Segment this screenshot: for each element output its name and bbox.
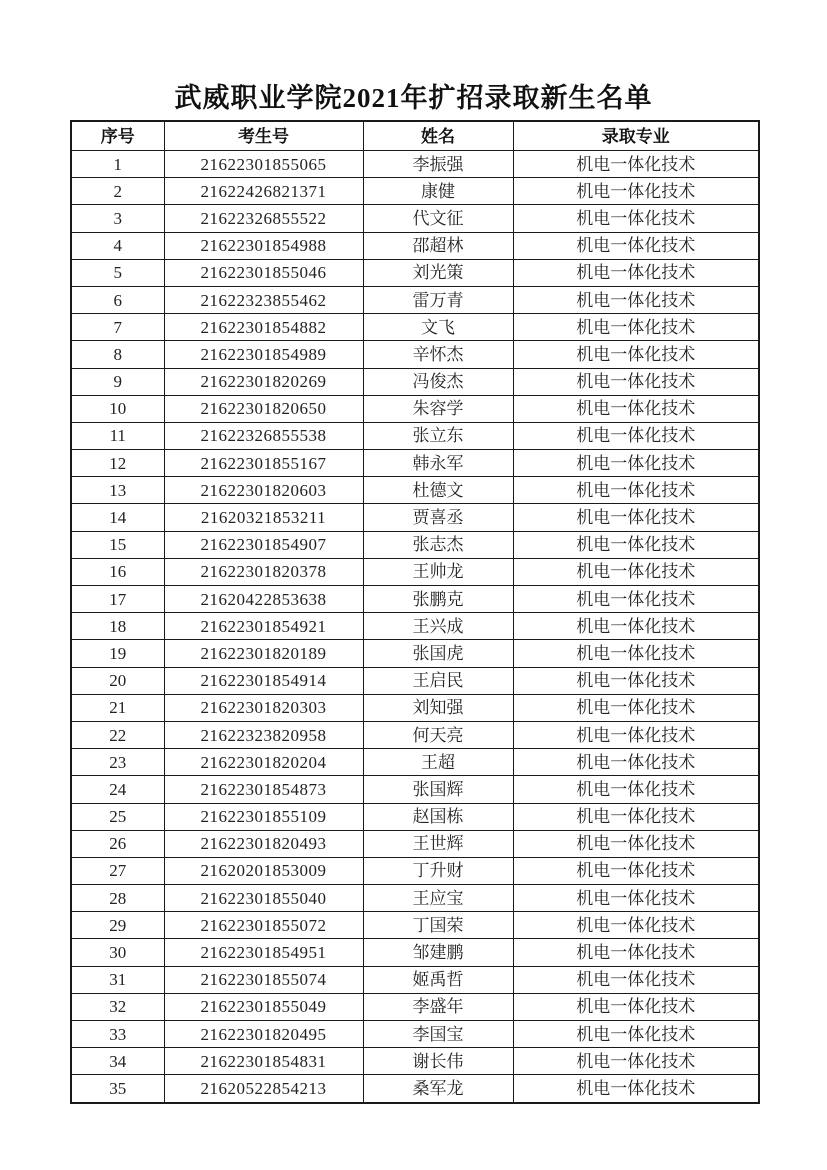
major-cell: 机电一体化技术 — [513, 586, 759, 613]
candidate-no-cell: 21622301820650 — [164, 395, 363, 422]
candidate-no-cell: 21622301854882 — [164, 314, 363, 341]
major-cell: 机电一体化技术 — [513, 395, 759, 422]
serial-cell: 24 — [71, 776, 164, 803]
candidate-no-cell: 21622301854873 — [164, 776, 363, 803]
candidate-no-cell: 21620201853009 — [164, 857, 363, 884]
major-cell: 机电一体化技术 — [513, 1021, 759, 1048]
major-cell: 机电一体化技术 — [513, 939, 759, 966]
serial-cell: 12 — [71, 450, 164, 477]
candidate-no-cell: 21622301854988 — [164, 232, 363, 259]
name-cell: 张国虎 — [363, 640, 513, 667]
candidate-no-cell: 21622301854914 — [164, 667, 363, 694]
serial-cell: 11 — [71, 422, 164, 449]
table-row — [71, 178, 759, 205]
candidate-no-cell: 21622301854951 — [164, 939, 363, 966]
table-row — [71, 558, 759, 585]
candidate-no-cell: 21622301820204 — [164, 749, 363, 776]
serial-cell: 3 — [71, 205, 164, 232]
name-cell: 桑军龙 — [363, 1075, 513, 1103]
name-cell: 李振强 — [363, 151, 513, 178]
major-cell: 机电一体化技术 — [513, 422, 759, 449]
major-cell: 机电一体化技术 — [513, 368, 759, 395]
major-cell: 机电一体化技术 — [513, 885, 759, 912]
name-cell: 刘知强 — [363, 694, 513, 721]
name-cell: 李盛年 — [363, 993, 513, 1020]
serial-cell: 18 — [71, 613, 164, 640]
serial-cell: 33 — [71, 1021, 164, 1048]
serial-cell: 32 — [71, 993, 164, 1020]
table-row — [71, 286, 759, 313]
major-cell: 机电一体化技术 — [513, 531, 759, 558]
table-row — [71, 613, 759, 640]
serial-cell: 29 — [71, 912, 164, 939]
table-row — [71, 450, 759, 477]
table-row — [71, 1075, 759, 1103]
table-row — [71, 314, 759, 341]
serial-cell: 2 — [71, 178, 164, 205]
table-row — [71, 151, 759, 178]
serial-cell: 1 — [71, 151, 164, 178]
major-cell: 机电一体化技术 — [513, 803, 759, 830]
table-row — [71, 939, 759, 966]
table-row — [71, 830, 759, 857]
name-cell: 刘光策 — [363, 259, 513, 286]
table-row — [71, 422, 759, 449]
candidate-no-cell: 21620522854213 — [164, 1075, 363, 1103]
major-cell: 机电一体化技术 — [513, 205, 759, 232]
page-title: 武威职业学院2021年扩招录取新生名单 — [174, 83, 653, 113]
table-row — [71, 586, 759, 613]
serial-cell: 34 — [71, 1048, 164, 1075]
candidate-no-cell: 21622301855072 — [164, 912, 363, 939]
name-cell: 王世辉 — [363, 830, 513, 857]
major-cell: 机电一体化技术 — [513, 504, 759, 531]
candidate-no-cell: 21622301855109 — [164, 803, 363, 830]
major-cell: 机电一体化技术 — [513, 286, 759, 313]
serial-cell: 17 — [71, 586, 164, 613]
major-cell: 机电一体化技术 — [513, 966, 759, 993]
major-cell: 机电一体化技术 — [513, 259, 759, 286]
serial-cell: 4 — [71, 232, 164, 259]
serial-cell: 28 — [71, 885, 164, 912]
serial-cell: 23 — [71, 749, 164, 776]
table-row — [71, 912, 759, 939]
candidate-no-cell: 21622301855046 — [164, 259, 363, 286]
candidate-no-cell: 21622301855167 — [164, 450, 363, 477]
name-cell: 张鹏克 — [363, 586, 513, 613]
major-cell: 机电一体化技术 — [513, 694, 759, 721]
table-row — [71, 259, 759, 286]
name-cell: 冯俊杰 — [363, 368, 513, 395]
major-cell: 机电一体化技术 — [513, 912, 759, 939]
name-cell: 丁升财 — [363, 857, 513, 884]
name-cell: 邹建鹏 — [363, 939, 513, 966]
name-cell: 赵国栋 — [363, 803, 513, 830]
candidate-no-cell: 21620321853211 — [164, 504, 363, 531]
name-cell: 丁国荣 — [363, 912, 513, 939]
header-admitted-major: 录取专业 — [513, 121, 759, 151]
table-row — [71, 205, 759, 232]
candidate-no-cell: 21622301820495 — [164, 1021, 363, 1048]
table-row — [71, 776, 759, 803]
serial-cell: 15 — [71, 531, 164, 558]
candidate-no-cell: 21622301855049 — [164, 993, 363, 1020]
table-row — [71, 966, 759, 993]
serial-cell: 31 — [71, 966, 164, 993]
table-row — [71, 640, 759, 667]
major-cell: 机电一体化技术 — [513, 830, 759, 857]
serial-cell: 13 — [71, 477, 164, 504]
table-row — [71, 667, 759, 694]
serial-cell: 8 — [71, 341, 164, 368]
table-row — [71, 803, 759, 830]
name-cell: 张立东 — [363, 422, 513, 449]
serial-cell: 5 — [71, 259, 164, 286]
name-cell: 王帅龙 — [363, 558, 513, 585]
name-cell: 康健 — [363, 178, 513, 205]
name-cell: 杜德文 — [363, 477, 513, 504]
table-body — [71, 151, 759, 1103]
candidate-no-cell: 21622301854989 — [164, 341, 363, 368]
serial-cell: 7 — [71, 314, 164, 341]
table-row — [71, 477, 759, 504]
major-cell: 机电一体化技术 — [513, 151, 759, 178]
major-cell: 机电一体化技术 — [513, 667, 759, 694]
name-cell: 文飞 — [363, 314, 513, 341]
major-cell: 机电一体化技术 — [513, 776, 759, 803]
serial-cell: 21 — [71, 694, 164, 721]
major-cell: 机电一体化技术 — [513, 314, 759, 341]
name-cell: 何天亮 — [363, 721, 513, 748]
major-cell: 机电一体化技术 — [513, 613, 759, 640]
serial-cell: 22 — [71, 721, 164, 748]
table-row — [71, 531, 759, 558]
name-cell: 韩永军 — [363, 450, 513, 477]
name-cell: 王兴成 — [363, 613, 513, 640]
name-cell: 姬禹哲 — [363, 966, 513, 993]
table-header-row — [71, 121, 759, 151]
candidate-no-cell: 21622301854921 — [164, 613, 363, 640]
serial-cell: 16 — [71, 558, 164, 585]
major-cell: 机电一体化技术 — [513, 558, 759, 585]
name-cell: 代文征 — [363, 205, 513, 232]
candidate-no-cell: 21620422853638 — [164, 586, 363, 613]
table-row — [71, 1021, 759, 1048]
major-cell: 机电一体化技术 — [513, 993, 759, 1020]
major-cell: 机电一体化技术 — [513, 232, 759, 259]
major-cell: 机电一体化技术 — [513, 477, 759, 504]
table-row — [71, 721, 759, 748]
name-cell: 王超 — [363, 749, 513, 776]
serial-cell: 6 — [71, 286, 164, 313]
serial-cell: 9 — [71, 368, 164, 395]
name-cell: 朱容学 — [363, 395, 513, 422]
table-row — [71, 749, 759, 776]
major-cell: 机电一体化技术 — [513, 1048, 759, 1075]
name-cell: 辛怀杰 — [363, 341, 513, 368]
serial-cell: 35 — [71, 1075, 164, 1103]
name-cell: 贾喜丞 — [363, 504, 513, 531]
serial-cell: 14 — [71, 504, 164, 531]
candidate-no-cell: 21622301855074 — [164, 966, 363, 993]
header-student-name: 姓名 — [363, 121, 513, 151]
table-row — [71, 368, 759, 395]
candidate-no-cell: 21622301820269 — [164, 368, 363, 395]
major-cell: 机电一体化技术 — [513, 749, 759, 776]
table-row — [71, 993, 759, 1020]
table-row — [71, 504, 759, 531]
table-row — [71, 857, 759, 884]
table-row — [71, 694, 759, 721]
name-cell: 邵超林 — [363, 232, 513, 259]
candidate-no-cell: 21622301854907 — [164, 531, 363, 558]
name-cell: 王启民 — [363, 667, 513, 694]
table-row — [71, 232, 759, 259]
table-row — [71, 885, 759, 912]
major-cell: 机电一体化技术 — [513, 640, 759, 667]
candidate-no-cell: 21622323855462 — [164, 286, 363, 313]
serial-cell: 10 — [71, 395, 164, 422]
major-cell: 机电一体化技术 — [513, 1075, 759, 1103]
major-cell: 机电一体化技术 — [513, 857, 759, 884]
admission-roster-table — [70, 120, 760, 1104]
serial-cell: 25 — [71, 803, 164, 830]
name-cell: 王应宝 — [363, 885, 513, 912]
candidate-no-cell: 21622301854831 — [164, 1048, 363, 1075]
serial-cell: 19 — [71, 640, 164, 667]
candidate-no-cell: 21622301855065 — [164, 151, 363, 178]
name-cell: 谢长伟 — [363, 1048, 513, 1075]
major-cell: 机电一体化技术 — [513, 178, 759, 205]
candidate-no-cell: 21622326855538 — [164, 422, 363, 449]
serial-cell: 30 — [71, 939, 164, 966]
name-cell: 张国辉 — [363, 776, 513, 803]
candidate-no-cell: 21622301820493 — [164, 830, 363, 857]
candidate-no-cell: 21622301820189 — [164, 640, 363, 667]
major-cell: 机电一体化技术 — [513, 341, 759, 368]
serial-cell: 20 — [71, 667, 164, 694]
candidate-no-cell: 21622301855040 — [164, 885, 363, 912]
table-row — [71, 395, 759, 422]
major-cell: 机电一体化技术 — [513, 450, 759, 477]
table-row — [71, 1048, 759, 1075]
header-candidate-number: 考生号 — [164, 121, 363, 151]
table-row — [71, 341, 759, 368]
name-cell: 李国宝 — [363, 1021, 513, 1048]
candidate-no-cell: 21622326855522 — [164, 205, 363, 232]
name-cell: 雷万青 — [363, 286, 513, 313]
name-cell: 张志杰 — [363, 531, 513, 558]
candidate-no-cell: 21622301820303 — [164, 694, 363, 721]
header-serial-number: 序号 — [71, 121, 164, 151]
serial-cell: 27 — [71, 857, 164, 884]
major-cell: 机电一体化技术 — [513, 721, 759, 748]
candidate-no-cell: 21622323820958 — [164, 721, 363, 748]
candidate-no-cell: 21622426821371 — [164, 178, 363, 205]
candidate-no-cell: 21622301820603 — [164, 477, 363, 504]
serial-cell: 26 — [71, 830, 164, 857]
candidate-no-cell: 21622301820378 — [164, 558, 363, 585]
